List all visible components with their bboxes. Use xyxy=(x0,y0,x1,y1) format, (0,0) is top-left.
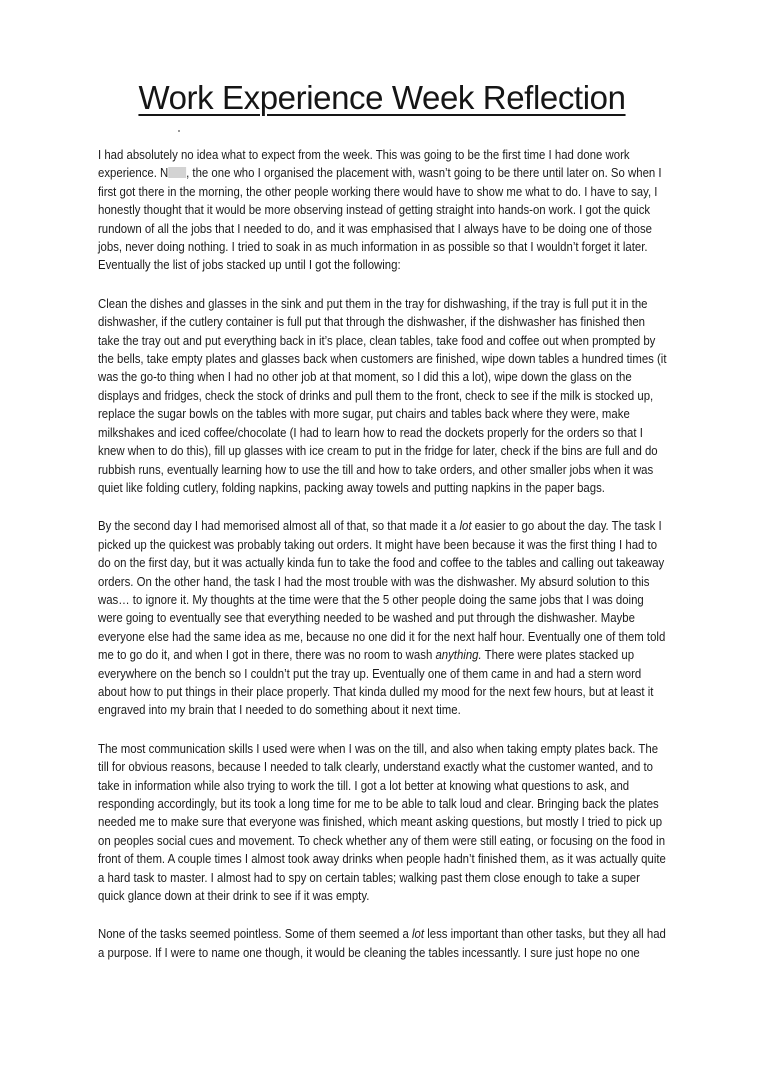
paragraph-intro-text-start: I had absolutely no idea what to expect from the week. This was going to be the first time I had done work experience. N xyxy=(98,147,630,181)
paragraph-communication: The most communication skills I used were when I was on the till, and also when taking empty plates back. The till for obvious reasons, because I needed to talk clearly, understand exactly what the customer wanted, and to take in information while also trying to work the till. I got a lot better at knowing what questions to ask, and responding accordingly, but its took a long time for me to be able to talk loud and clear. Bringing back the plates needed me to make sure that everyone was finished, which meant asking questions, but mostly I tried to pick up on peoples social cues and movement. To check whether any of them were still eating, or focusing on the food in front of them. A couple times I almost took away drinks when people hadn’t finished them, as it was actually quite a hard task to master. I almost had to spy on certain tables; walking past them close enough to take a super quick glance down at their drink to see if it was empty. xyxy=(98,740,666,904)
paragraph-intro-text-end: , the one who I organised the placement with, wasn’t going to be there until later on. So when I first got there in the morning, the other people working there would have to show me what to do. I have to say, I honestly thought that it would be more observing instead of getting straight into hands-on work. I got the quick rundown of all the jobs that I needed to do, and it was emphasised that I always have to be doing one of those jobs, never doing nothing. I tried to soak in as much information in as possible so that I wouldn’t forget it later. Eventually the list of jobs stacked up until I got the following: xyxy=(98,165,662,273)
paragraph-pointless-part2: less important than other tasks, but they all had a purpose. If I were to name one though, it would be cleaning the tables incessantly. I sure just hope no one xyxy=(98,926,666,960)
paragraph-second-day xyxy=(98,517,668,719)
paragraph-second-day-part3: There were plates stacked up everywhere on the bench so I couldn’t put the tray up. Eventually one of them came in and had a stern word about how to put things in their place properly. That kinda dulled my mood for the next few hours, but at least it engraved into my brain that I needed to do something about it next time. xyxy=(98,647,654,718)
paragraph-pointless-part1: None of the tasks seemed pointless. Some of them seemed a xyxy=(98,926,413,942)
paragraph-pointless-tasks xyxy=(98,925,668,962)
redaction-block xyxy=(168,167,186,178)
emphasis-lot-2: lot xyxy=(412,926,425,942)
paragraph-second-day-part1: By the second day I had memorised almost all of that, so that made it a xyxy=(98,518,460,534)
scan-speck xyxy=(178,130,180,132)
emphasis-lot: lot xyxy=(459,518,472,534)
document-title: Work Experience Week Reflection xyxy=(138,79,626,116)
paragraph-job-list: Clean the dishes and glasses in the sink and put them in the tray for dishwashing, if the tray is full put it in the dishwasher, if the cutlery container is full put that through the dishwasher, if the dishwasher has finished then take the tray out and put everything back in it’s place, clean tables, take food and coffee out when prompted by the bells, take empty plates and glasses back when customers are finished, wipe down tables a hundred times (it was the go-to thing when I had no other job at that moment, so I did this a lot), wipe down the glass on the displays and fridges, check the stock of drinks and pull them to the front, check to see if the milk is stocked up, replace the sugar bowls on the tables with more sugar, put chairs and tables back where they were, make milkshakes and iced coffee/chocolate (I had to learn how to read the dockets properly for the orders so that I knew when to do this), fill up glasses with ice cream to put in the fridge for later, check if the bins are full and do rubbish runs, eventually learning how to use the till and how to take orders, and other smaller jobs when it was quiet like folding cutlery, folding napkins, packing away towels and putting napkins in the paper bags. xyxy=(98,295,667,495)
paragraph-second-day-part2: easier to go about the day. The task I picked up the quickest was probably taking out orders. It might have been because it was the first thing I had to do on the first day, but it was actually kinda fun to take the food and coffee to the tables and calling out takeaway orders. On the other hand, the task I had the most trouble with was the dishwasher. My absurd solution to this was… to ignore it. My thoughts at the time were that the 5 other people doing the same jobs that I was doing were going to eventually see that everything needed to be washed and put through the dishwasher. Maybe everyone else had the same idea as me, because no one did it for the next half hour. Eventually one of them told me to go do it, and when I got in there, there was no room to wash xyxy=(98,518,666,663)
emphasis-anything: anything. xyxy=(435,647,482,663)
paragraph-intro xyxy=(98,146,668,275)
document-body xyxy=(98,146,668,982)
